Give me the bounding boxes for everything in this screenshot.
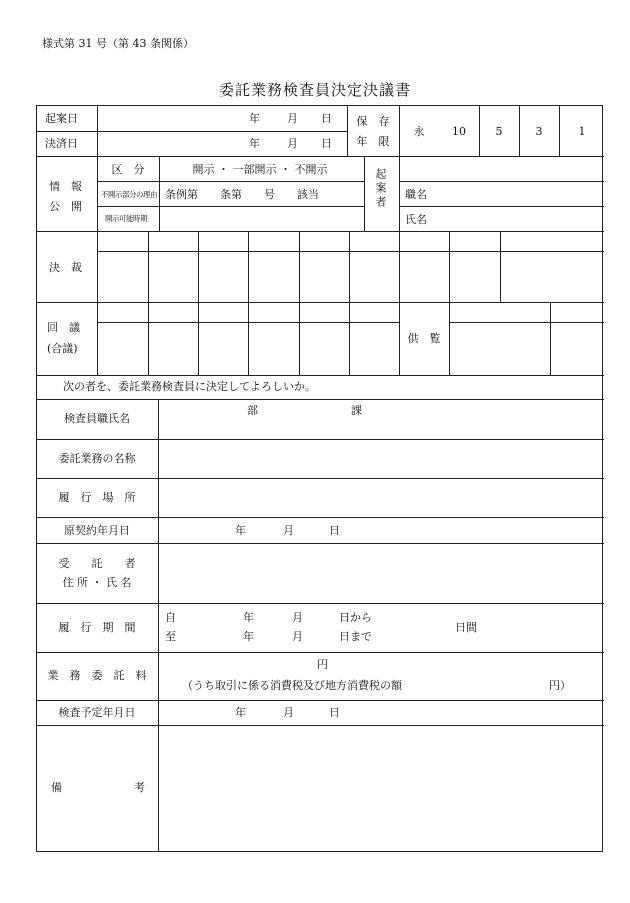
rule — [399, 231, 400, 375]
statement: 次の者を、委託業務検査員に決定してよろしいか。 — [63, 380, 316, 393]
rule — [37, 543, 604, 544]
fee-label: 業 務 委 託 料 — [47, 669, 147, 682]
rule — [97, 156, 98, 231]
drafter-label: 起案者 — [374, 168, 387, 210]
disclosable-period-label: 開示可能時期 — [105, 214, 147, 223]
rule — [399, 206, 604, 207]
rule — [97, 206, 364, 207]
rule — [449, 231, 450, 302]
rule — [299, 231, 300, 375]
location-label: 履 行 場 所 — [58, 491, 136, 504]
period-to-year: 年 — [243, 630, 254, 643]
rule — [37, 375, 604, 376]
period-from-suffix: 日から — [339, 611, 372, 624]
section-label: 課 — [351, 404, 362, 417]
retention-label: 年 限 — [356, 135, 390, 148]
period-to-suffix: 日まで — [339, 630, 372, 643]
retention-option: 3 — [535, 125, 543, 138]
rule — [347, 106, 348, 156]
rule — [399, 106, 400, 156]
settled-day: 日 — [321, 137, 332, 150]
rule — [248, 231, 249, 375]
original-contract-month: 月 — [283, 524, 294, 537]
contractor-label: 住 所 ・ 氏 名 — [62, 576, 132, 589]
drafted-date-label: 起案日 — [45, 112, 78, 125]
inspection-day: 日 — [329, 706, 340, 719]
period-label: 履 行 期 間 — [58, 621, 136, 634]
rule — [559, 106, 560, 156]
period-to-month: 月 — [292, 630, 303, 643]
settled-date-label: 決済日 — [45, 137, 78, 150]
category-label: 区 分 — [111, 163, 145, 176]
category-options: 開示 ・ 一部開示 ・ 不開示 — [192, 163, 328, 176]
rule — [37, 231, 604, 232]
rule — [37, 302, 604, 303]
retention-option: 10 — [452, 125, 466, 138]
settled-year: 年 — [249, 137, 260, 150]
drafted-day: 日 — [321, 112, 332, 125]
rule — [97, 231, 98, 375]
period-from-year: 年 — [243, 611, 254, 624]
rule — [97, 251, 604, 252]
settled-month: 月 — [287, 137, 298, 150]
drafted-month: 月 — [287, 112, 298, 125]
contractor-label: 受 託 者 — [58, 557, 136, 570]
rule — [37, 603, 604, 604]
remarks-label: 考 — [134, 781, 145, 794]
job-title-label: 職名 — [405, 188, 427, 201]
rule — [159, 156, 160, 231]
rule — [37, 439, 604, 440]
rule — [97, 322, 399, 323]
fee-yen: 円 — [317, 658, 328, 671]
tax-yen-close: 円） — [549, 679, 571, 692]
rule — [37, 399, 604, 400]
rule — [97, 106, 98, 156]
rule — [500, 231, 501, 302]
rule — [349, 231, 350, 375]
work-name-label: 委託業務の名称 — [58, 452, 136, 465]
inspector-label: 検査員職氏名 — [64, 412, 130, 425]
circulation-label: (合議) — [47, 342, 78, 355]
rule — [158, 399, 159, 851]
rule — [37, 725, 604, 726]
retention-option: 1 — [578, 125, 586, 138]
rule — [37, 156, 604, 157]
retention-option: 5 — [495, 125, 503, 138]
original-contract-year: 年 — [235, 524, 246, 537]
rule — [148, 231, 149, 375]
original-contract-label: 原契約年月日 — [64, 524, 130, 537]
disclosure-label: 公 開 — [49, 200, 82, 213]
rule — [198, 231, 199, 375]
rule — [399, 156, 400, 231]
name-label: 氏名 — [405, 213, 427, 226]
rule — [449, 302, 450, 375]
tax-note: （うち取引に係る消費税及び地方消費税の額 — [182, 679, 402, 692]
remarks-label: 備 — [51, 781, 62, 794]
period-from-month: 月 — [292, 611, 303, 624]
rule — [37, 700, 604, 701]
original-contract-day: 日 — [329, 524, 340, 537]
rule — [519, 106, 520, 156]
department-label: 部 — [247, 404, 258, 417]
rule — [364, 156, 365, 231]
reason-text: 条例第 条第 号 該当 — [165, 188, 319, 201]
retention-option: 永 — [413, 125, 425, 138]
circulation-label: 回 議 — [47, 321, 80, 334]
nondisclosure-reason-label: 不開示部分の理由 — [101, 190, 157, 199]
rule — [37, 652, 604, 653]
rule — [479, 106, 480, 156]
rule — [399, 181, 604, 182]
period-to: 至 — [165, 630, 176, 643]
rule — [37, 517, 604, 518]
rule — [37, 131, 347, 132]
drafted-year: 年 — [249, 112, 260, 125]
decision-label: 決 裁 — [49, 261, 82, 274]
period-from: 自 — [165, 611, 176, 624]
viewing-label: 供 覧 — [407, 332, 441, 345]
rule — [449, 322, 604, 323]
disclosure-label: 情 報 — [49, 180, 82, 193]
period-days: 日間 — [455, 621, 477, 634]
retention-label: 保 存 — [356, 115, 390, 128]
rule — [550, 302, 551, 375]
resolution-form — [36, 105, 603, 852]
rule — [37, 478, 604, 479]
inspection-year: 年 — [235, 706, 246, 719]
inspection-date-label: 検査予定年月日 — [58, 706, 136, 719]
document-title: 委託業務検査員決定決議書 — [218, 81, 411, 99]
form-reference: 様式第 31 号（第 43 条関係） — [42, 37, 194, 50]
rule — [97, 181, 364, 182]
inspection-month: 月 — [283, 706, 294, 719]
